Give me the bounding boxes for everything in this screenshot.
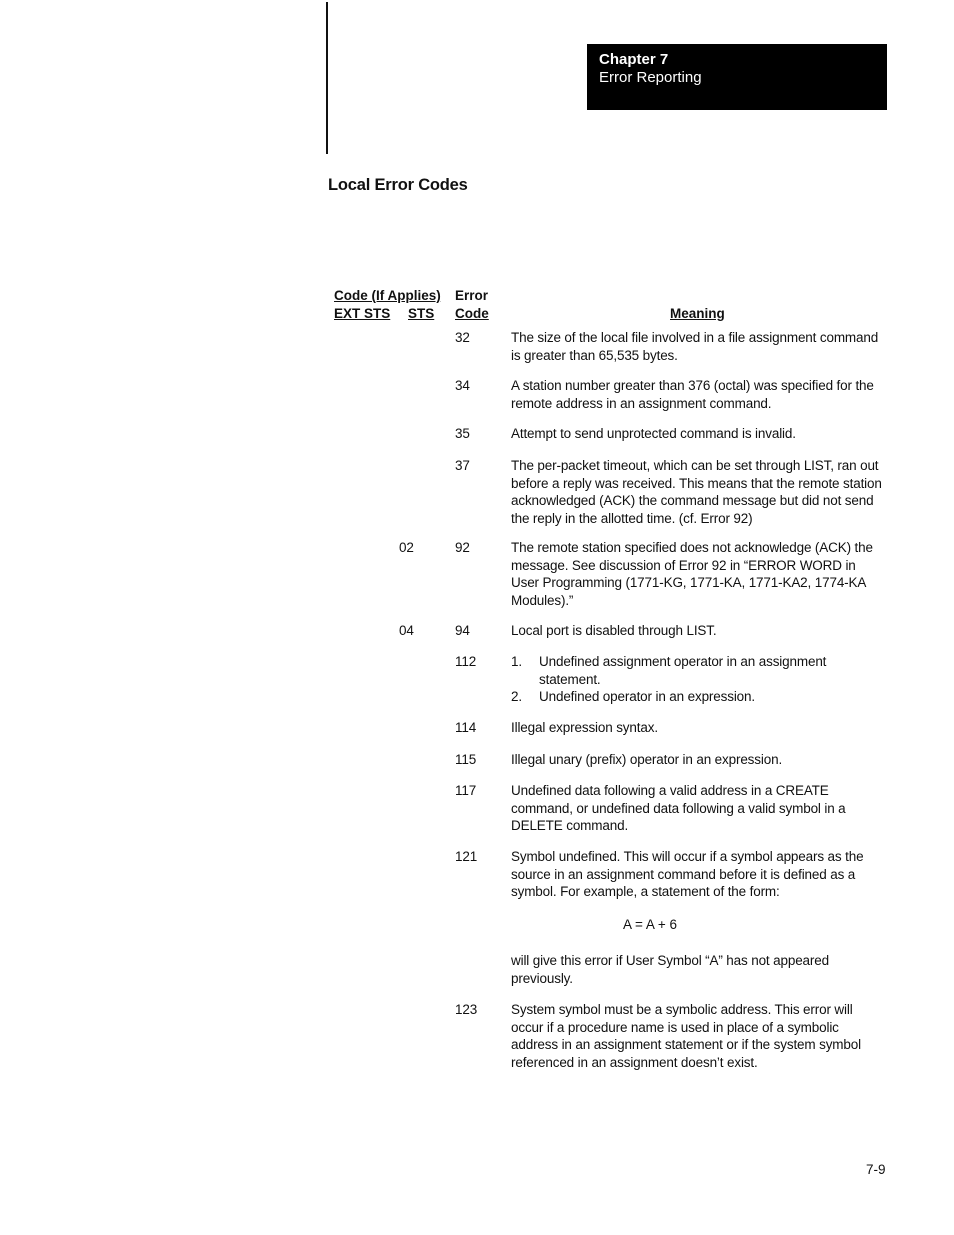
error-code-94: 94: [455, 623, 470, 638]
error-code-123: 123: [455, 1002, 478, 1017]
meaning-115: Illegal unary (prefix) operator in an expression.: [511, 752, 783, 767]
meaning-121: Symbol undefined. This will occur if a symbol appears as the source in an assignment command before it is defined as a symbol. For example, a statement of the form:: [511, 849, 864, 899]
header-code-if-applies: Code (If Applies): [334, 288, 441, 303]
meaning-92: The remote station specified does not acknowledge (ACK) the message. See discussion of Error 92 in “ERROR WORD in User Programming (1771-KG, 1771-KA, 1771-KA2, 1774-KA Modules).”: [511, 540, 873, 608]
margin-rule: [326, 2, 328, 154]
list-number-2: 2.: [511, 689, 522, 704]
error-code-114: 114: [455, 720, 477, 735]
chapter-title: Error Reporting: [599, 69, 702, 86]
sts-code-92: 02: [399, 540, 414, 555]
list-number-1: 1.: [511, 654, 522, 669]
section-title: Local Error Codes: [328, 176, 468, 194]
error-code-92: 92: [455, 540, 470, 555]
meaning-121-continued: will give this error if User Symbol “A” has not appeared previously.: [511, 953, 829, 986]
meaning-32: The size of the local file involved in a file assignment command is greater than 65,535 bytes.: [511, 330, 879, 363]
header-ext-sts: EXT STS: [334, 306, 391, 321]
meaning-35: Attempt to send unprotected command is invalid.: [511, 426, 796, 441]
error-code-37: 37: [455, 458, 470, 473]
meaning-114: Illegal expression syntax.: [511, 720, 658, 735]
chapter-header: [587, 44, 887, 110]
header-code: Code: [455, 306, 489, 321]
error-code-117: 117: [455, 783, 477, 798]
header-sts: STS: [408, 306, 435, 321]
error-code-115: 115: [455, 752, 477, 767]
error-code-112: 112: [455, 654, 477, 669]
meaning-37: The per-packet timeout, which can be set through LIST, ran out before a reply was received. This means that the remote station acknowledged (ACK) the command message but did not send the reply in the allotted time. (cf. Error 92): [511, 458, 882, 526]
chapter-number: Chapter 7: [599, 51, 669, 68]
header-error: Error: [455, 288, 489, 303]
error-code-34: 34: [455, 378, 470, 393]
error-code-121: 121: [455, 849, 478, 864]
meaning-123: System symbol must be a symbolic address. This error will occur if a procedure name is used in place of a symbolic address in an assignment statement or if the system symbol referenced in an assignment doesn’t exist.: [511, 1002, 861, 1070]
meaning-34: A station number greater than 376 (octal) was specified for the remote address in an assignment command.: [511, 378, 874, 411]
sts-code-94: 04: [399, 623, 414, 638]
error-code-32: 32: [455, 330, 470, 345]
meaning-117: Undefined data following a valid address in a CREATE command, or undefined data following a valid symbol in a DELETE command.: [511, 783, 846, 833]
meaning-112-item-1: Undefined assignment operator in an assignment statement.: [539, 654, 827, 687]
error-code-35: 35: [455, 426, 470, 441]
example-formula: A = A + 6: [623, 917, 678, 932]
meaning-94: Local port is disabled through LIST.: [511, 623, 717, 638]
meaning-112-item-2: Undefined operator in an expression.: [539, 689, 755, 704]
header-meaning: Meaning: [670, 306, 725, 321]
page-number: 7-9: [866, 1162, 886, 1177]
